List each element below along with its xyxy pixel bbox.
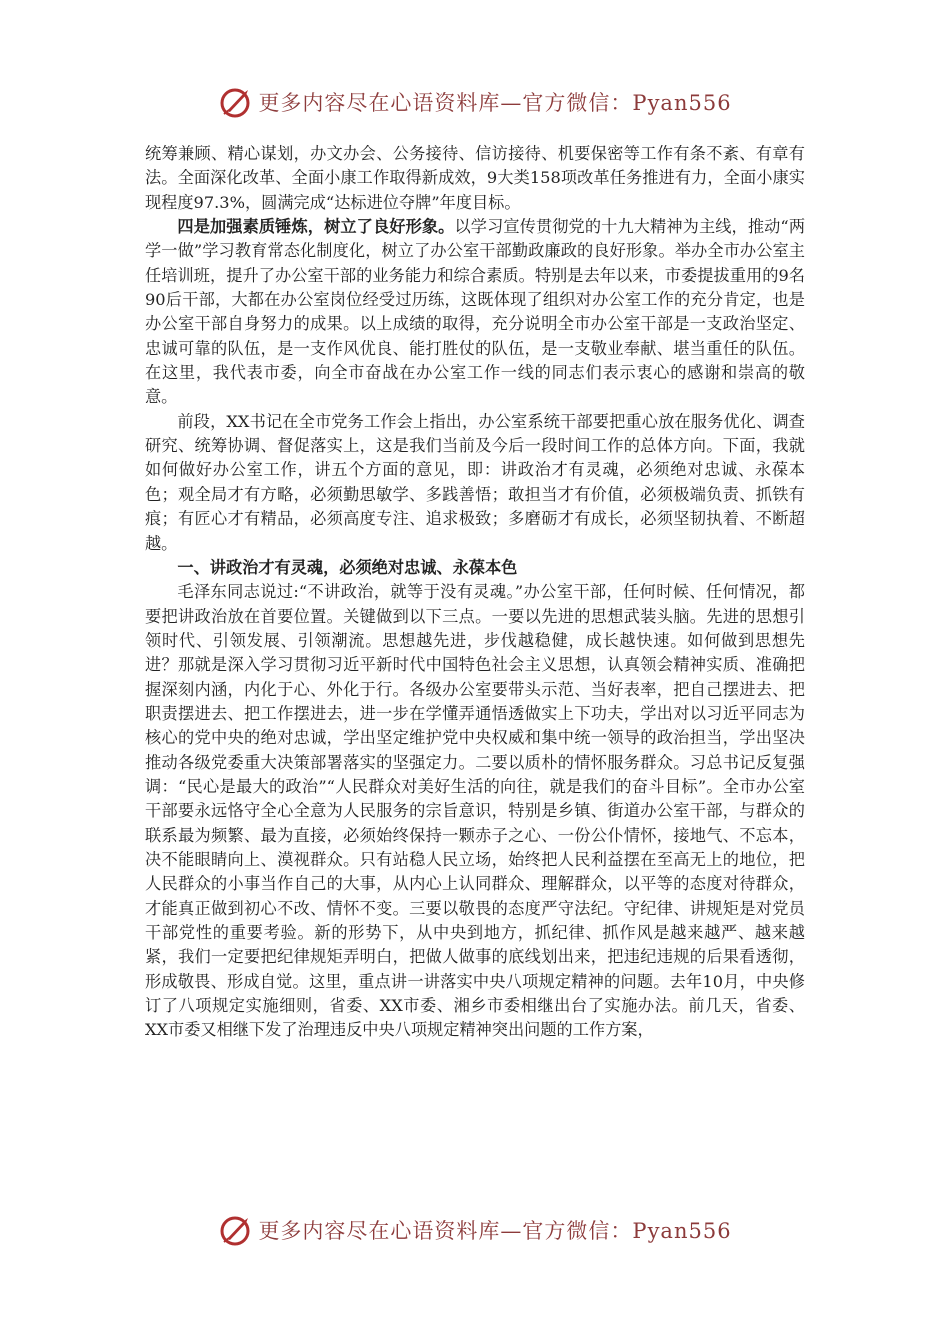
paragraph-lead: 四是加强素质锤炼，树立了良好形象。: [177, 217, 455, 237]
header-watermark-banner: [0, 80, 950, 124]
banner-text: 更多内容尽在心语资料库—官方微信：Pyan556: [258, 91, 732, 115]
banner-text: 更多内容尽在心语资料库—官方微信：Pyan556: [258, 1219, 732, 1243]
document-body: [145, 142, 805, 1043]
ink-pen-circle-logo-icon: [218, 84, 254, 120]
ink-pen-circle-logo-icon: [218, 1212, 254, 1248]
paragraph-text: 以学习宣传贯彻党的十九大精神为主线，推动“两学一做”学习教育常态化制度化，树立了办公室干部勤政廉政的良好形象。举办全市办公室主任培训班，提升了办公室干部的业务能力和综合素质。特别是去年以来，市委提拔重用的9名90后干部，大都在办公室岗位经受过历练，这既体现了组织对办公室工作的充分肯定，也是办公室干部自身努力的成果。以上成绩的取得，充分说明全市办公室干部是一支政治坚定、忠诚可靠的队伍，是一支作风优良、能打胜仗的队伍，是一支敬业奉献、堪当重任的队伍。在这里，我代表市委，向全市奋战在办公室工作一线的同志们表示衷心的感谢和崇高的敬意。: [145, 217, 806, 407]
paragraph: 前段，XX书记在全市党务工作会上指出，办公室系统干部要把重心放在服务优化、调查研究、统筹协调、督促落实上，这是我们当前及今后一段时间工作的总体方向。下面，我就如何做好办公室工作，讲五个方面的意见，即：讲政治才有灵魂，必须绝对忠诚、永葆本色；观全局才有方略，必须勤思敏学、多践善悟；敢担当才有价值，必须极端负责、抓铁有痕；有匠心才有精品，必须高度专注、追求极致；多磨砺才有成长，必须坚韧执着、不断超越。: [145, 411, 805, 553]
section-heading: 一、讲政治才有灵魂，必须绝对忠诚、永葆本色: [177, 557, 518, 577]
footer-watermark-banner: [0, 1208, 950, 1252]
paragraph: 毛泽东同志说过:“不讲政治，就等于没有灵魂。”办公室干部，任何时候、任何情况，都要把讲政治放在首要位置。关键做到以下三点。一要以先进的思想武装头脑。先进的思想引领时代、引领发展、引领潮流。思想越先进，步伐越稳健，成长越快速。如何做到思想先进？那就是深入学习贯彻习近平新时代中国特色社会主义思想，认真领会精神实质、准确把握深刻内涵，内化于心、外化于行。各级办公室要带头示范、当好表率，把自己摆进去、把职责摆进去、把工作摆进去，进一步在学懂弄通悟透做实上下功夫，学出对以习近平同志为核心的党中央的绝对忠诚，学出坚定维护党中央权威和集中统一领导的政治担当，学出坚决推动各级党委重大决策部署落实的坚强定力。二要以质朴的情怀服务群众。习总书记反复强调：“民心是最大的政治”“人民群众对美好生活的向往，就是我们的奋斗目标”。全市办公室干部要永远恪守全心全意为人民服务的宗旨意识，特别是乡镇、街道办公室干部，与群众的联系最为频繁、最为直接，必须始终保持一颗赤子之心、一份公仆情怀，接地气、不忘本，决不能眼睛向上、漠视群众。只有站稳人民立场，始终把人民利益摆在至高无上的地位，把人民群众的小事当作自己的大事，从内心上认同群众、理解群众，以平等的态度对待群众，才能真正做到初心不改、情怀不变。三要以敬畏的态度严守法纪。守纪律、讲规矩是对党员 干部党性的重要考验。新的形势下，从中央到地方，抓纪律、抓作风是越来越严、越来越紧，我们一定要把纪律规矩弄明白，把做人做事的底线划出来，把违纪违规的后果看透彻，形成敬畏、形成自觉。这里，重点讲一讲落实中央八项规定精神的问题。去年10月，中央修订了八项规定实施细则，省委、XX市委、湘乡市委相继出台了实施办法。前几天，省委、XX市委又相继下发了治理违反中央八项规定精神突出问题的工作方案，: [145, 582, 805, 1040]
paragraph: [145, 215, 805, 410]
paragraph: 统筹兼顾、精心谋划，办文办会、公务接待、信访接待、机要保密等工作有条不紊、有章有法。全面深化改革、全面小康工作取得新成效，9大类158项改革任务推进有力，全面小康实现程度97.3%，圆满完成“达标进位夺牌”年度目标。: [145, 144, 805, 212]
